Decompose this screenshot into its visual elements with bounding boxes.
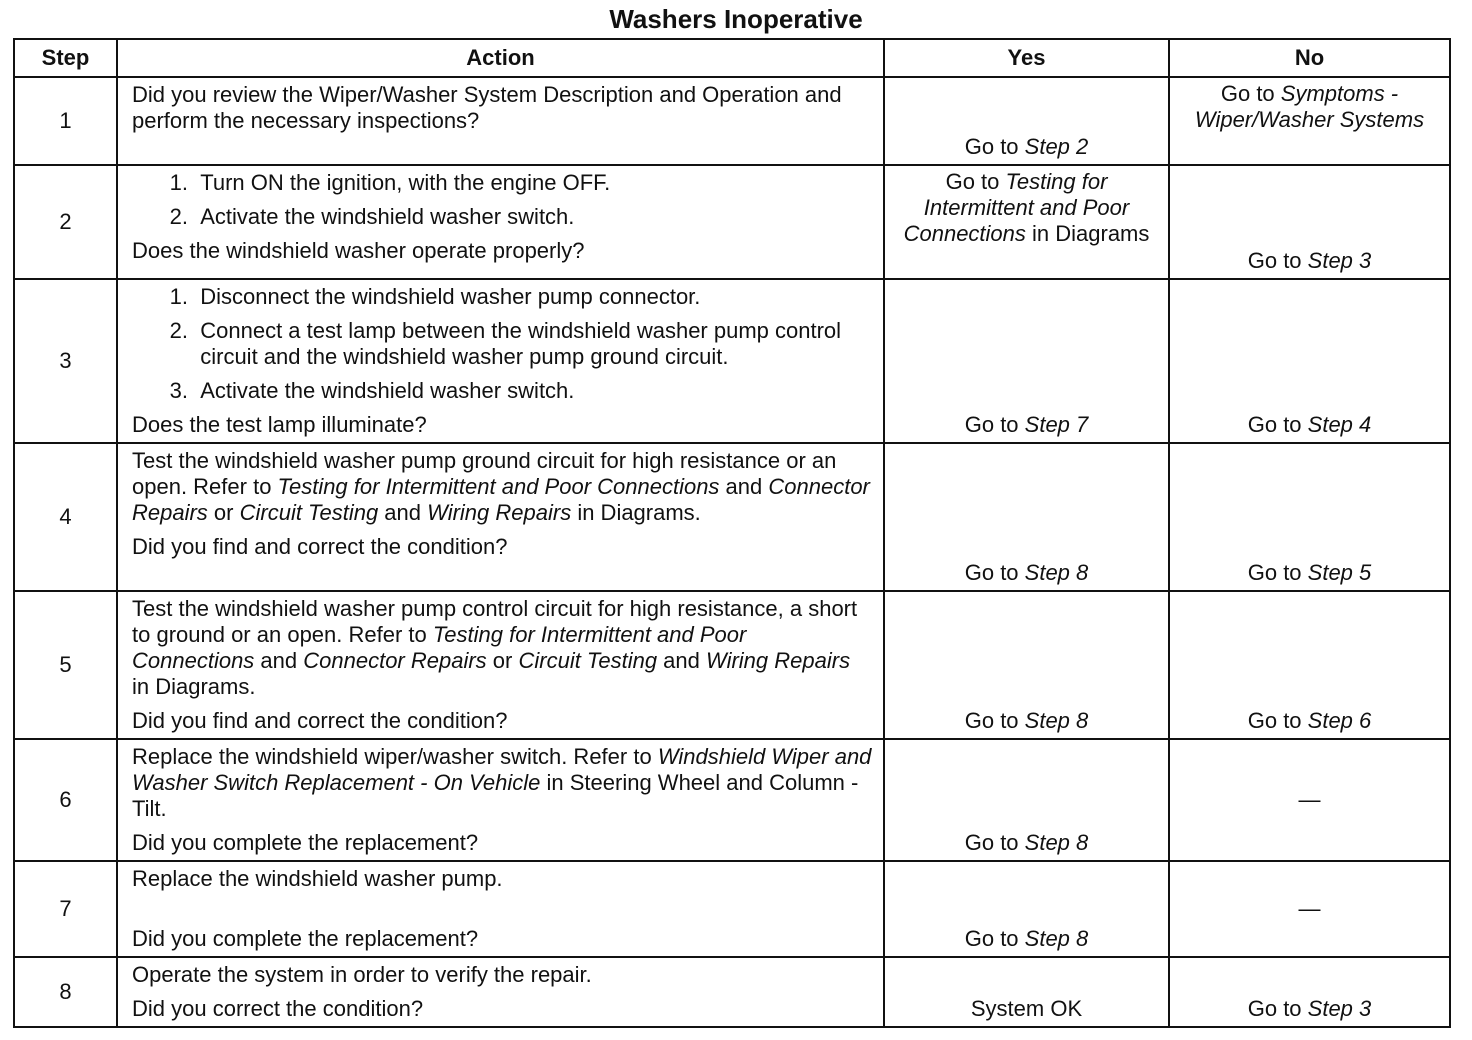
table-row <box>14 279 1450 443</box>
no-cell: Go to Step 6 <box>1169 591 1450 739</box>
yes-cell: Go to Step 8 <box>884 739 1169 861</box>
list-item: 2. Connect a test lamp between the windshield washer pump control circuit and the windshield washer pump ground circuit. <box>169 318 842 369</box>
table-row <box>14 591 1450 739</box>
no-link: Step 6 <box>1307 708 1372 733</box>
no-link: Step 3 <box>1307 996 1372 1021</box>
list-item: 1. Disconnect the windshield washer pump connector. <box>169 284 701 309</box>
no-cell: Go to Step 3 <box>1169 957 1450 1027</box>
list-item: 2. Activate the windshield washer switch. <box>169 204 575 229</box>
question-text: Did you correct the condition? <box>132 996 424 1021</box>
action-cell <box>117 279 884 443</box>
yes-text: System OK <box>970 996 1083 1021</box>
no-dash: — <box>1298 895 1321 921</box>
table-row <box>14 165 1450 279</box>
no-cell: Go to Symptoms - Wiper/Washer Systems <box>1169 77 1450 165</box>
yes-link: Step 8 <box>1024 830 1089 855</box>
action-cell <box>117 957 884 1027</box>
question-text: Did you find and correct the condition? <box>132 708 508 733</box>
action-cell <box>117 443 884 591</box>
table-row <box>14 957 1450 1027</box>
action-text: Operate the system in order to verify the repair. <box>132 962 592 987</box>
yes-link: Step 2 <box>1024 134 1089 159</box>
instruction-list <box>132 284 873 404</box>
diagnostic-table <box>13 38 1451 1028</box>
question-text: Did you find and correct the condition? <box>132 534 508 559</box>
instruction-list <box>132 170 873 230</box>
no-dash: — <box>1298 786 1321 812</box>
yes-link: Testing for Intermittent and Poor Connections <box>903 169 1130 246</box>
no-cell: Go to Step 4 <box>1169 279 1450 443</box>
action-cell <box>117 861 884 957</box>
action-cell <box>117 77 884 165</box>
question-text: Did you complete the replacement? <box>132 926 479 951</box>
yes-cell: Go to Step 8 <box>884 861 1169 957</box>
table-row <box>14 77 1450 165</box>
header-yes: Yes <box>884 39 1169 77</box>
no-cell: Go to Step 5 <box>1169 443 1450 591</box>
step-number: 7 <box>14 861 117 957</box>
no-link: Symptoms - Wiper/Washer Systems <box>1194 81 1425 132</box>
step-number: 8 <box>14 957 117 1027</box>
question-text: Does the windshield washer operate properly? <box>132 238 585 263</box>
table-row <box>14 861 1450 957</box>
no-cell <box>1169 739 1450 861</box>
step-number: 1 <box>14 77 117 165</box>
page-title: Washers Inoperative <box>609 4 863 34</box>
header-step: Step <box>14 39 117 77</box>
step-number: 6 <box>14 739 117 861</box>
table-row <box>14 443 1450 591</box>
action-text: Did you review the Wiper/Washer System Description and Operation and perform the necessary inspections? <box>132 82 842 133</box>
action-text: Replace the windshield washer pump. <box>132 866 503 891</box>
step-number: 4 <box>14 443 117 591</box>
yes-cell: Go to Testing for Intermittent and Poor Connections in Diagrams <box>884 165 1169 279</box>
header-row <box>14 39 1450 77</box>
yes-cell <box>884 957 1169 1027</box>
yes-link: Step 8 <box>1024 560 1089 585</box>
yes-cell: Go to Step 2 <box>884 77 1169 165</box>
list-item: 3. Activate the windshield washer switch. <box>169 378 575 403</box>
action-cell <box>117 739 884 861</box>
step-number: 3 <box>14 279 117 443</box>
yes-link: Step 7 <box>1024 412 1089 437</box>
question-text: Did you complete the replacement? <box>132 830 479 855</box>
no-link: Step 3 <box>1307 248 1372 273</box>
yes-cell: Go to Step 7 <box>884 279 1169 443</box>
step-number: 5 <box>14 591 117 739</box>
yes-link: Step 8 <box>1024 926 1089 951</box>
no-link: Step 4 <box>1307 412 1372 437</box>
action-text: Replace the windshield wiper/washer switch. Refer to Windshield Wiper and Washer Switch Replacement - On Vehicle in Steering Wheel and Column - Tilt. <box>132 744 872 821</box>
yes-link: Step 8 <box>1024 708 1089 733</box>
yes-cell: Go to Step 8 <box>884 443 1169 591</box>
no-cell <box>1169 861 1450 957</box>
no-cell: Go to Step 3 <box>1169 165 1450 279</box>
question-text: Does the test lamp illuminate? <box>132 412 427 437</box>
action-cell <box>117 165 884 279</box>
header-action: Action <box>117 39 884 77</box>
no-link: Step 5 <box>1307 560 1372 585</box>
action-text: Test the windshield washer pump control circuit for high resistance, a short to ground or an open. Refer to Testing for Intermittent and Poor Connections and Connector Repairs or Circuit Testing and Wiring Repairs in Diagrams. <box>132 596 858 699</box>
list-item: 1. Turn ON the ignition, with the engine OFF. <box>169 170 611 195</box>
action-text: Test the windshield washer pump ground circuit for high resistance or an open. Refer to Testing for Intermittent and Poor Connections and Connector Repairs or Circuit Testing and Wiring Repairs in Diagrams. <box>132 448 870 525</box>
step-number: 2 <box>14 165 117 279</box>
yes-cell: Go to Step 8 <box>884 591 1169 739</box>
header-no: No <box>1169 39 1450 77</box>
action-cell <box>117 591 884 739</box>
table-row <box>14 739 1450 861</box>
